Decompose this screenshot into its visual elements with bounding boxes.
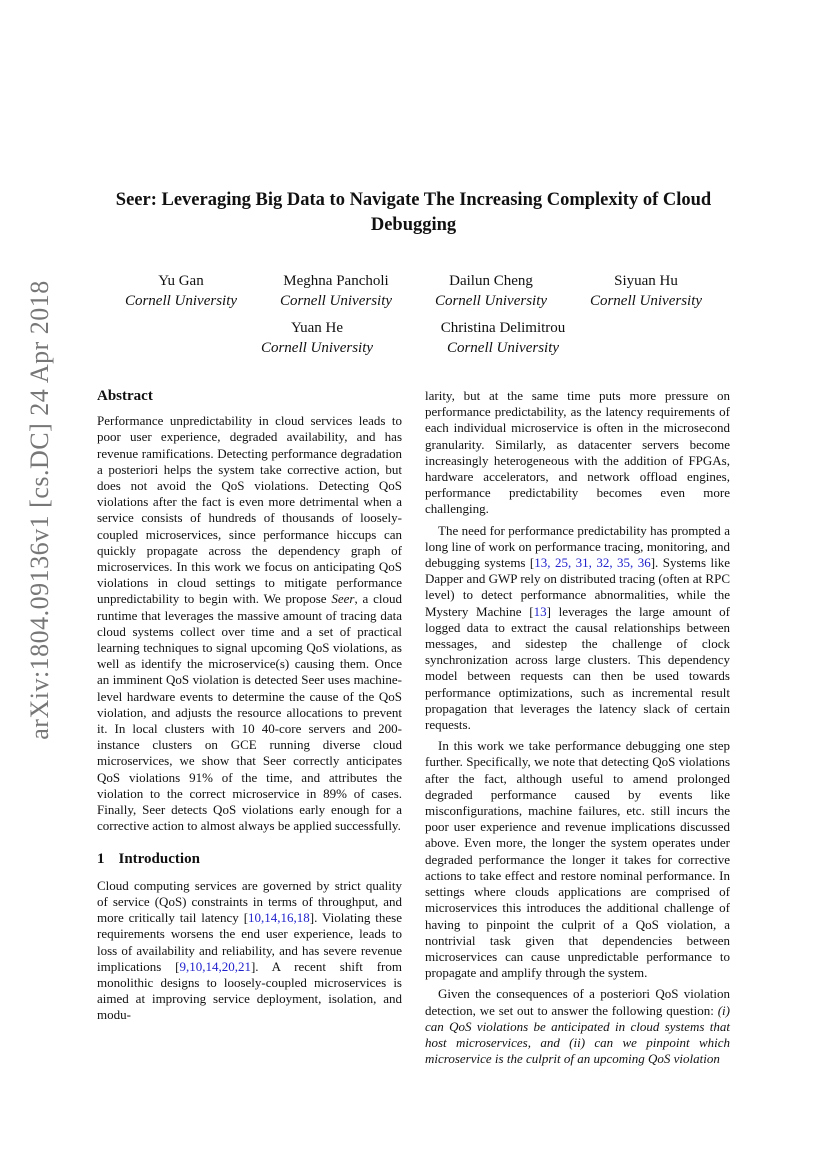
- right-column: [425, 388, 730, 1067]
- author-name: Yuan He: [290, 320, 344, 336]
- body-text: ]. Systems like Dapper and GWP rely on distributed tracing (often at RPC level) to detect performance abnormalities, while the Mystery Machine [: [425, 555, 730, 619]
- paper-title: [90, 188, 737, 238]
- body-text: ]. Violating these requirements worsens the end user experience, leads to loss of availability and reliability, and has severe revenue implications [: [97, 910, 402, 974]
- abstract-system-name: Seer: [331, 591, 355, 607]
- left-column: [97, 388, 402, 1024]
- arxiv-identifier-stamp: [22, 280, 58, 740]
- author-affiliation: Cornell University: [589, 293, 703, 309]
- citation-link[interactable]: 13: [533, 603, 547, 619]
- author-block: [406, 271, 576, 311]
- research-question: (i) can QoS violations be anticipated in cloud systems that host microservices, and (ii) can we pinpoint which microservice is the culprit of an upcoming QoS violation: [425, 1002, 730, 1067]
- author-block: [561, 271, 731, 311]
- section-title: Introduction: [118, 851, 200, 868]
- body-text: The need for performance predictability has prompted a long line of work on performance tracing, monitoring, and debugging systems [: [425, 522, 730, 571]
- author-name: Dailun Cheng: [449, 273, 533, 289]
- body-text: Given the consequences of a posteriori QoS violation detection, we set out to answer the following question:: [425, 986, 730, 1018]
- title-line-1: Seer: Leveraging Big Data to Navigate The Increasing Complexity of Cloud: [115, 190, 712, 210]
- citation-link[interactable]: 10,14,16,18: [248, 910, 310, 926]
- author-block: [251, 271, 421, 311]
- author-block: [418, 318, 588, 358]
- citation-link[interactable]: 9,10,14,20,21: [179, 958, 251, 974]
- section-number: 1: [97, 851, 105, 868]
- arxiv-stamp-text: arXiv:1804.09136v1 [cs.DC] 24 Apr 2018: [25, 280, 55, 740]
- author-block: [96, 271, 266, 311]
- author-name: Meghna Pancholi: [283, 273, 389, 289]
- author-name: Siyuan Hu: [614, 273, 678, 289]
- title-line-2: Debugging: [370, 215, 457, 235]
- author-affiliation: Cornell University: [124, 293, 238, 309]
- body-paragraph: [425, 986, 730, 1067]
- citation-link[interactable]: 13, 25, 31, 32, 35, 36: [534, 555, 651, 571]
- abstract-text-part: , a cloud runtime that leverages the massive amount of tracing data cloud systems collect over time and a set of practical learning techniques to signal upcoming QoS violations, as well as identify the microservice(s) causing them. Once an imminent QoS violation is detected Seer uses machine-level hardware events to determine the cause of the QoS violation, and adjusts the resource allocations to prevent it. In local clusters with 10 40-core servers and 200-instance clusters on GCE running diverse cloud microservices, we show that Seer correctly anticipates QoS violations 91% of the time, and attributes the violation to the correct microservice in 89% of cases. Finally, Seer detects QoS violations early enough for a corrective action to almost always be applied successfully.: [97, 591, 402, 834]
- body-text: Cloud computing services are governed by strict quality of service (QoS) constraints in terms of throughput, and more critically tail latency [: [97, 877, 402, 926]
- abstract-heading: Abstract: [97, 388, 153, 404]
- abstract-paragraph: [97, 413, 402, 834]
- body-paragraph: larity, but at the same time puts more pressure on performance predictability, as the latency requirements of each individual microservice is often in the microsecond granularity. Similarly, as datacenter servers become increasingly heterogeneous with the addition of FPGAs, hardware accelerators, and network offload engines, performance predictability becomes even more challenging.: [425, 388, 730, 517]
- author-affiliation: Cornell University: [434, 293, 548, 309]
- author-affiliation: Cornell University: [260, 340, 374, 356]
- author-block: [232, 318, 402, 358]
- body-paragraph: In this work we take performance debugging one step further. Specifically, we note that detecting QoS violations after the fact, although useful to amend prolonged degraded performance caused by events like misconfigurations, machine failures, etc. still incurs the poor user experience and revenue implications discussed above. Even more, the longer the system operates under degraded performance the longer it takes for corrective actions to take effect and restore nominal performance. In settings where clouds applications are comprised of microservices this introduces the additional challenge of having to pinpoint the culprit of a QoS violation, a nontrivial task given that dependencies between microservices can cause unpredictable performance to propagate and amplify through the system.: [425, 738, 730, 981]
- body-text: ]. A recent shift from monolithic designs to loosely-coupled microservices is aimed at improving service deployment, isolation, and modu-: [97, 958, 402, 1023]
- body-text: ] leverages the large amount of logged data to extract the causal relationships between messages, and sidestep the challenge of clock synchronization across large clusters. This dependency model between requests can then be used towards performance optimizations, such as incremental result propagation that leverages the latency slack of certain requests.: [425, 603, 730, 733]
- author-affiliation: Cornell University: [446, 340, 560, 356]
- intro-paragraph: [97, 878, 402, 1024]
- author-name: Christina Delimitrou: [440, 320, 566, 336]
- intro-heading: [97, 851, 402, 867]
- author-affiliation: Cornell University: [279, 293, 393, 309]
- abstract-text-part: Performance unpredictability in cloud services leads to poor user experience, degraded availability, and has revenue ramifications. Detecting performance degradation a posteriori helps the system take corrective action, but does not avoid the QoS violations. Detecting QoS violations after the fact is even more detrimental when a service consists of hundreds of thousands of loosely-coupled microservices, since performance hiccups can quickly propagate across the dependency graph of microservices. In this work we focus on anticipating QoS violations in cloud settings to mitigate performance unpredictability to begin with. We propose: [97, 413, 402, 607]
- body-paragraph: [425, 523, 730, 734]
- author-name: Yu Gan: [158, 273, 204, 289]
